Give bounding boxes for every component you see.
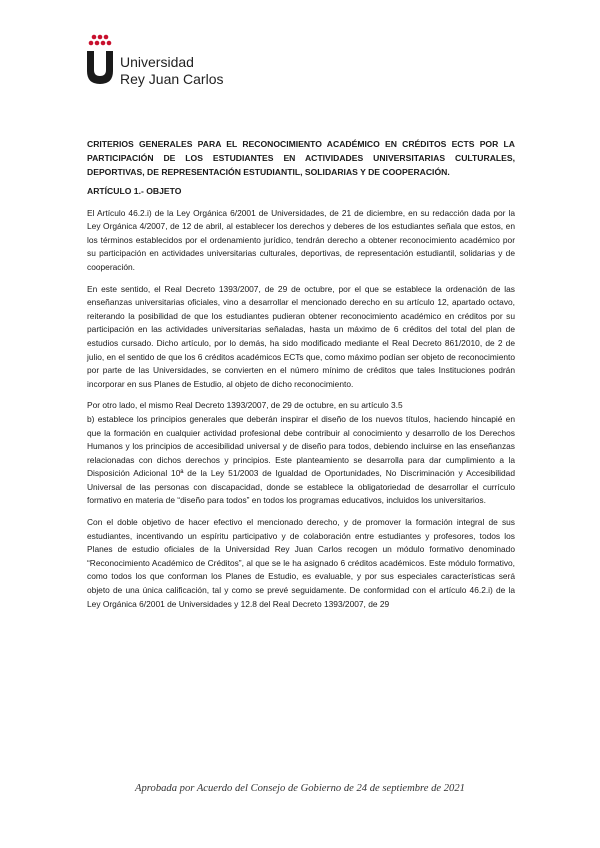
paragraph-1: El Artículo 46.2.i) de la Ley Orgánica 6/2001 de Universidades, de 21 de diciembre, en su redacción dada por la Ley Orgánica 4/2007, de 12 de abril, al establecer los derechos y deberes de los estudiantes señala que estos, en los términos establecidos por el ordenamiento jurídico, tendrán derecho a obtener reconocimiento académico por su participación en actividades universitarias culturales, deportivas, de representación estudiantil, solidarias y de cooperación. — [87, 207, 515, 272]
paragraph-2: En este sentido, el Real Decreto 1393/2007, de 29 de octubre, por el que se establece la ordenación de las enseñanzas universitarias oficiales, vino a desarrollar el mencionado derecho en su artículo 12, apartado octavo, reiterando la posibilidad de que los estudiantes pudieran obtener reconocimiento académico en créditos por su participación en las actividades universitarias señaladas, hasta un máximo de 6 créditos del total del plan de estudios cursado. Dicho artículo, por lo demás, ha sido modificado mediante el Real Decreto 861/2010, de 2 de julio, en el sentido de que los 6 créditos académicos ECTs que, como máximo podían ser objeto de reconocimiento por parte de las Universidades, se convierten en el número mínimo de créditos que tales Instituciones podrán incorporar en sus Planes de Estudio, al objeto de dicho reconocimiento. — [87, 283, 515, 389]
urjc-crown-u-icon — [86, 34, 114, 84]
paragraph-5: Con el doble objetivo de hacer efectivo el mencionado derecho, y de promover la formación integral de sus estudiantes, incentivando un espíritu participativo y de colaboración entre estudiantes y profesores, todos los Planes de estudio oficiales de la Universidad Rey Juan Carlos recogen un módulo formativo denominado “Reconocimiento Académico de Créditos”, al que se le ha asignado 6 créditos académicos. Este módulo formativo, como todos los que conforman los Planes de Estudio, es evaluable, y por sus especiales características será objeto de una única calificación, tal y como se prevé seguidamente. De conformidad con el artículo 46.2.i) de la Ley Orgánica 6/2001 de Universidades y 12.8 del Real Decreto 1393/2007, de 29 — [87, 517, 515, 609]
university-name-line2: Rey Juan Carlos — [120, 71, 224, 87]
paragraph-3: Por otro lado, el mismo Real Decreto 1393/2007, de 29 de octubre, en su artículo 3.5 — [87, 400, 403, 411]
article-heading: ARTÍCULO 1.- OBJETO — [87, 186, 182, 196]
university-name — [120, 54, 224, 88]
university-logo — [86, 34, 246, 90]
university-name-line1: Universidad — [120, 54, 194, 70]
document-body — [87, 137, 515, 619]
paragraph-4: b) establece los principios generales que deberán inspirar el diseño de los nuevos títulos, haciendo hincapié en que la formación en cualquier actividad profesional debe contribuir al conocimiento y desarrollo de los Derechos Humanos y los principios de accesibilidad universal y de diseño para todos, debiendo incluirse en las enseñanzas relacionadas con dichos derechos y principios. Este planteamiento se desarrolla para dar cumplimiento a la Disposición Adicional 10ª de la Ley 51/2003 de Igualdad de Oportunidades, No Discriminación y Accesibilidad Universal de las personas con discapacidad, donde se establece la obligatoriedad de desarrollar el currículo formativo en materia de “diseño para todos” en todos los programas educativos, incluidos los universitarios. — [87, 413, 515, 506]
document-title: CRITERIOS GENERALES PARA EL RECONOCIMIENTO ACADÉMICO EN CRÉDITOS ECTS POR LA PARTICIPACIÓN DE LOS ESTUDIANTES EN ACTIVIDADES UNIVERSITARIAS CULTURALES, DEPORTIVAS, DE REPRESENTACIÓN ESTUDIANTIL, SOLIDARIAS Y DE COOPERACIÓN. — [87, 139, 515, 177]
approval-footer: Aprobada por Acuerdo del Consejo de Gobierno de 24 de septiembre de 2021 — [135, 783, 465, 794]
